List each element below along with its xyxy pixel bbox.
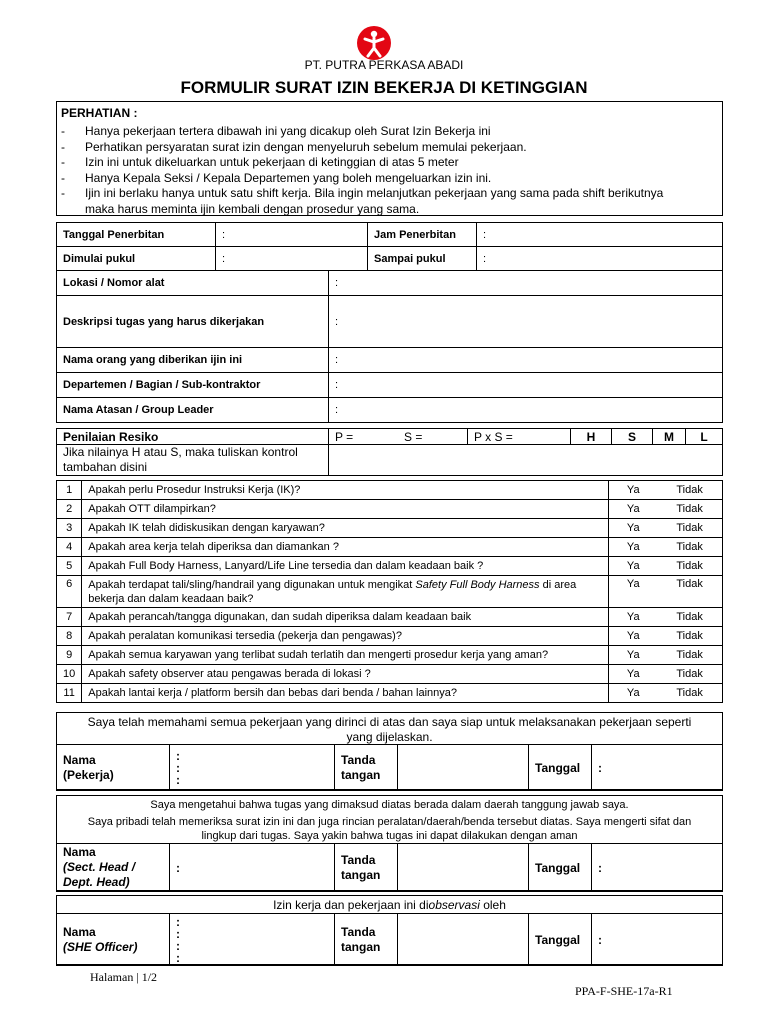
tidak-option[interactable]: Tidak: [657, 481, 722, 500]
nama-label: Nama: [63, 924, 96, 939]
tanda-label: Tanda: [341, 924, 376, 939]
question: Apakah semua karyawan yang terlibat sudah terlatih dan mengerti prosedur kerja yang aman?: [82, 646, 609, 665]
lokasi-field[interactable]: :: [329, 271, 723, 296]
nama-ijin-label: Nama orang yang diberikan ijin ini: [57, 348, 329, 373]
checklist-row: [57, 684, 723, 703]
row-number: 6: [57, 576, 82, 608]
row-number: 10: [57, 665, 82, 684]
risk-level-s[interactable]: S: [612, 429, 653, 445]
statement-line: lingkup dari tugas. Saya yakin bahwa tugas ini dapat dilakukan dengan aman: [201, 830, 578, 842]
departemen-label: Departemen / Bagian / Sub-kontraktor: [57, 373, 329, 398]
head-name-field[interactable]: :: [170, 844, 335, 892]
tidak-option[interactable]: Tidak: [657, 576, 722, 608]
statement-line: Saya pribadi telah memeriksa surat izin ini dan juga rincian peralatan/daerah/benda tersebut diatas. Saya mengerti sifat dan: [87, 816, 692, 828]
jam-penerbitan-label: Jam Penerbitan: [368, 223, 477, 247]
perhatian-list: [61, 124, 721, 217]
statement-text: Izin kerja dan pekerjaan ini di: [273, 898, 429, 912]
dimulai-pukul-field[interactable]: :: [216, 247, 368, 271]
tidak-option[interactable]: Tidak: [657, 608, 722, 627]
row-number: 3: [57, 519, 82, 538]
row-number: 9: [57, 646, 82, 665]
perhatian-item: - Izin ini untuk dikeluarkan untuk pekerjaan di ketinggian di atas 5 meter: [61, 155, 459, 169]
she-statement: [57, 898, 722, 912]
row-number: 5: [57, 557, 82, 576]
pekerja-statement: [57, 715, 722, 745]
risk-p[interactable]: P =: [329, 429, 399, 445]
checklist-row: [57, 608, 723, 627]
question: Apakah safety observer atau pengawas berada di lokasi ?: [82, 665, 609, 684]
question-text: Apakah terdapat tali/sling/handrail yang digunakan untuk mengikat: [88, 578, 416, 591]
pekerja-name-field[interactable]: : : :: [170, 745, 335, 791]
nama-ijin-field[interactable]: :: [329, 348, 723, 373]
question: Apakah perancah/tangga digunakan, dan sudah diperiksa dalam keadaan baik: [82, 608, 609, 627]
sampai-pukul-label: Sampai pukul: [368, 247, 477, 271]
risk-note-line: Jika nilainya H atau S, maka tuliskan kontrol: [63, 445, 298, 459]
nama-label: Nama: [63, 752, 96, 767]
perhatian-item: maka harus meminta ijin kembali dengan prosedur yang sama.: [85, 201, 420, 216]
she-name-label: [57, 914, 170, 966]
risk-control-field[interactable]: [329, 445, 723, 476]
row-number: 1: [57, 481, 82, 500]
form-title: FORMULIR SURAT IZIN BEKERJA DI KETINGGIAN: [180, 78, 588, 97]
role-label: (Pekerja): [63, 767, 114, 782]
role-label: (Sect. Head /: [63, 860, 136, 874]
checklist-row: [57, 519, 723, 538]
deskripsi-field[interactable]: :: [329, 296, 723, 348]
question: [82, 576, 609, 608]
head-statement: [57, 798, 722, 843]
head-name-label: [57, 844, 170, 892]
perhatian-heading: PERHATIAN :: [61, 106, 138, 120]
ya-option[interactable]: Ya: [609, 608, 658, 627]
she-name-field[interactable]: : : : :: [170, 914, 335, 966]
pekerja-name-label: [57, 745, 170, 791]
ya-option[interactable]: Ya: [609, 519, 658, 538]
perhatian-box: [56, 101, 723, 216]
risk-label: Penilaian Resiko: [57, 429, 329, 445]
checklist-row: [57, 500, 723, 519]
head-sign-table: [56, 843, 723, 892]
risk-note-line: tambahan disini: [63, 460, 148, 474]
checklist-table: [56, 480, 723, 703]
row-number: 2: [57, 500, 82, 519]
head-date-label: Tanggal: [529, 844, 592, 892]
checklist-row: [57, 481, 723, 500]
tidak-option[interactable]: Tidak: [657, 646, 722, 665]
lokasi-label: Lokasi / Nomor alat: [57, 271, 329, 296]
dimulai-pukul-label: Dimulai pukul: [57, 247, 216, 271]
ya-option[interactable]: Ya: [609, 538, 658, 557]
pekerja-sign-table: [56, 744, 723, 791]
ya-option[interactable]: Ya: [609, 684, 658, 703]
role-label: Dept. Head): [63, 875, 130, 889]
tanggal-penerbitan-label: Tanggal Penerbitan: [57, 223, 216, 247]
checklist-row: [57, 538, 723, 557]
pekerja-date-field[interactable]: :: [592, 745, 723, 791]
company-name: PT. PUTRA PERKASA ABADI: [304, 58, 464, 72]
statement-line: Saya telah memahami semua pekerjaan yang dirinci di atas dan saya siap untuk melaksanakan pekerjaan seperti: [87, 715, 692, 729]
checklist-row: [57, 627, 723, 646]
ya-option[interactable]: Ya: [609, 665, 658, 684]
checklist-row: [57, 646, 723, 665]
ya-option[interactable]: Ya: [609, 481, 658, 500]
head-sign-field[interactable]: [398, 844, 529, 892]
form-code: PPA-F-SHE-17a-R1: [575, 984, 673, 998]
question: Apakah OTT dilampirkan?: [82, 500, 609, 519]
pekerja-sign-label: [335, 745, 398, 791]
company-logo: [356, 25, 392, 61]
she-date-label: Tanggal: [529, 914, 592, 966]
pekerja-sign-field[interactable]: [398, 745, 529, 791]
row-number: 4: [57, 538, 82, 557]
checklist-row: [57, 665, 723, 684]
tidak-option[interactable]: Tidak: [657, 557, 722, 576]
issue-table: [56, 222, 723, 271]
she-date-field[interactable]: :: [592, 914, 723, 966]
role-label: (SHE Officer): [63, 939, 138, 954]
question-emphasis: Safety Full Body Harness: [415, 578, 540, 591]
tidak-option[interactable]: Tidak: [657, 500, 722, 519]
risk-s[interactable]: S =: [398, 429, 468, 445]
tanggal-penerbitan-field[interactable]: :: [216, 223, 368, 247]
nama-label: Nama: [63, 845, 96, 859]
tidak-option[interactable]: Tidak: [657, 538, 722, 557]
ya-option[interactable]: Ya: [609, 627, 658, 646]
page-number: Halaman | 1/2: [90, 970, 158, 984]
question: Apakah perlu Prosedur Instruksi Kerja (IK)?: [82, 481, 609, 500]
perhatian-item: - Hanya pekerjaan tertera dibawah ini yang dicakup oleh Surat Izin Bekerja ini: [61, 124, 491, 138]
statement-line: yang dijelaskan.: [346, 730, 433, 744]
tidak-option[interactable]: Tidak: [657, 519, 722, 538]
deskripsi-label: Deskripsi tugas yang harus dikerjakan: [57, 296, 329, 348]
question: Apakah Full Body Harness, Lanyard/Life Line tersedia dan dalam keadaan baik ?: [82, 557, 609, 576]
she-sign-table: [56, 913, 723, 966]
head-sign-label: [335, 844, 398, 892]
risk-level-m[interactable]: M: [653, 429, 686, 445]
ya-option[interactable]: Ya: [609, 500, 658, 519]
question: Apakah IK telah didiskusikan dengan karyawan?: [82, 519, 609, 538]
tidak-option[interactable]: Tidak: [657, 627, 722, 646]
ya-option[interactable]: Ya: [609, 557, 658, 576]
jam-penerbitan-field[interactable]: :: [477, 223, 723, 247]
risk-level-l[interactable]: L: [686, 429, 723, 445]
question-text: di area: [539, 578, 577, 591]
risk-level-h[interactable]: H: [571, 429, 612, 445]
departemen-field[interactable]: :: [329, 373, 723, 398]
question: Apakah area kerja telah diperiksa dan diamankan ?: [82, 538, 609, 557]
tidak-option[interactable]: Tidak: [657, 665, 722, 684]
atasan-field[interactable]: :: [329, 398, 723, 423]
tangan-label: tangan: [341, 867, 381, 882]
tangan-label: tangan: [341, 939, 381, 954]
tanda-label: Tanda: [341, 752, 376, 767]
question: Apakah lantai kerja / platform bersih dan bebas dari benda / bahan lainnya?: [82, 684, 609, 703]
she-sign-label: [335, 914, 398, 966]
tanda-label: Tanda: [341, 852, 376, 867]
statement-text: oleh: [479, 898, 506, 912]
head-date-field[interactable]: :: [592, 844, 723, 892]
ya-option[interactable]: Ya: [609, 646, 658, 665]
ya-option[interactable]: Ya: [609, 576, 658, 608]
tangan-label: tangan: [341, 767, 381, 782]
atasan-label: Nama Atasan / Group Leader: [57, 398, 329, 423]
row-number: 8: [57, 627, 82, 646]
question-text: bekerja dan dalam keadaan baik?: [88, 592, 254, 605]
tidak-option[interactable]: Tidak: [657, 684, 722, 703]
statement-emphasis: observasi: [428, 898, 480, 912]
she-sign-field[interactable]: [398, 914, 529, 966]
checklist-row: [57, 557, 723, 576]
pekerja-date-label: Tanggal: [529, 745, 592, 791]
perhatian-item: - Ijin ini berlaku hanya untuk satu shift kerja. Bila ingin melanjutkan pekerjaan yang sama pada shift berikutnya: [61, 186, 664, 200]
risk-pxs[interactable]: P x S =: [468, 429, 571, 445]
row-number: 11: [57, 684, 82, 703]
job-table: [56, 270, 723, 423]
statement-line: Saya mengetahui bahwa tugas yang dimaksud diatas berada dalam daerah tanggung jawab saya.: [150, 799, 629, 811]
risk-note: [57, 445, 329, 476]
perhatian-item: - Perhatikan persyaratan surat izin dengan menyeluruh sebelum memulai pekerjaan.: [61, 139, 527, 154]
risk-table: [56, 428, 723, 476]
sampai-pukul-field[interactable]: :: [477, 247, 723, 271]
checklist-row: [57, 576, 723, 608]
row-number: 7: [57, 608, 82, 627]
perhatian-item: - Hanya Kepala Seksi / Kepala Departemen yang boleh mengeluarkan izin ini.: [61, 170, 492, 185]
question: Apakah peralatan komunikasi tersedia (pekerja dan pengawas)?: [82, 627, 609, 646]
